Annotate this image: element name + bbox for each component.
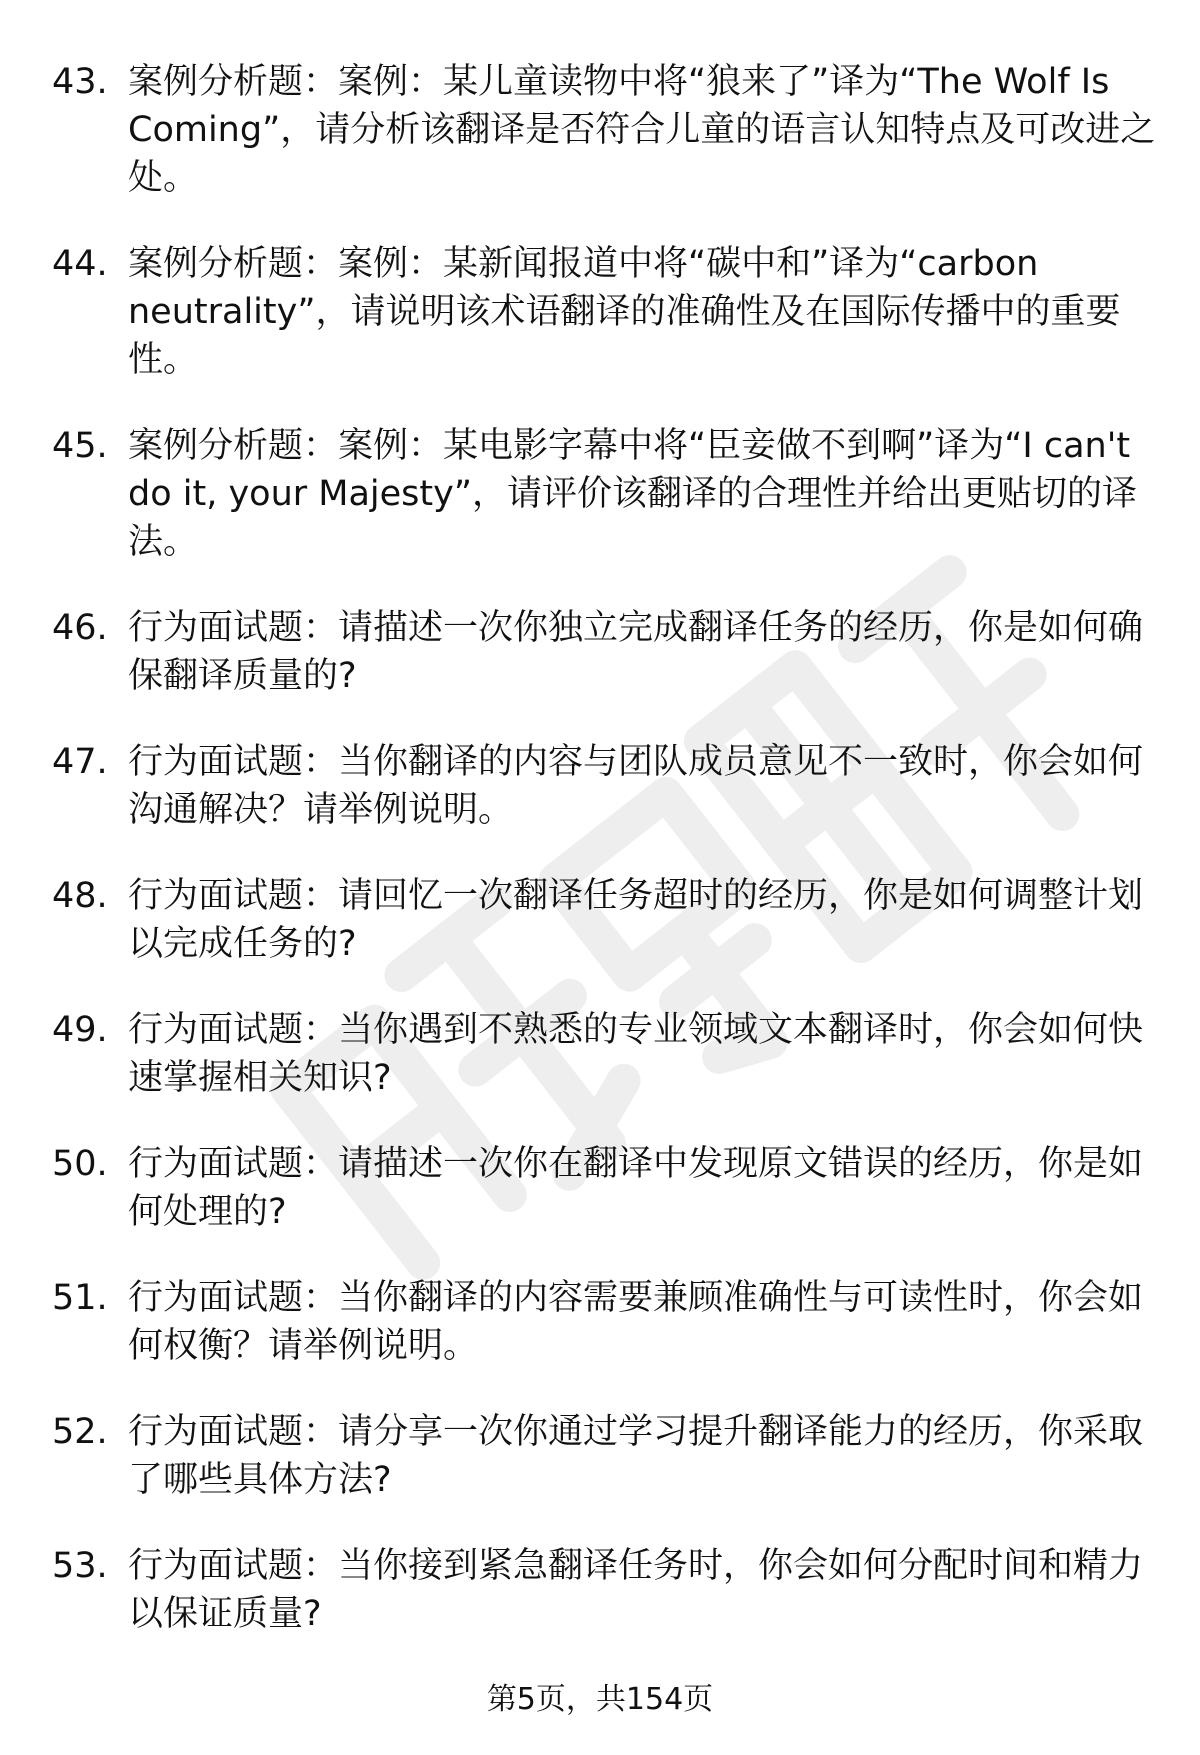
question-text: 行为面试题：请描述一次你在翻译中发现原文错误的经历，你是如何处理的? [128,1144,1144,1232]
list-item [0,1140,1200,1236]
question-number: 46. [52,608,108,648]
question-text: 行为面试题：当你遇到不熟悉的专业领域文本翻译时，你会如何快速掌握相关知识? [128,1010,1144,1098]
question-text: 行为面试题：请回忆一次翻译任务超时的经历，你是如何调整计划以完成任务的? [128,876,1144,964]
question-number: 53. [52,1546,108,1586]
question-number: 45. [52,426,108,466]
question-number: 51. [52,1278,108,1318]
question-text: 行为面试题：请描述一次你独立完成翻译任务的经历，你是如何确保翻译质量的? [128,608,1144,696]
question-text: 案例分析题：案例：某电影字幕中将“臣妾做不到啊”译为“I can't do it, your Majesty”，请评价该翻译的合理性并给出更贴切的译法。 [128,426,1137,562]
list-item [0,1408,1200,1504]
question-text: 行为面试题：当你翻译的内容需要兼顾准确性与可读性时，你会如何权衡？请举例说明。 [128,1278,1144,1366]
question-text: 行为面试题：当你接到紧急翻译任务时，你会如何分配时间和精力以保证质量? [128,1546,1144,1634]
page-number-label: 第5页，共154页 [486,1682,714,1717]
question-number: 48. [52,876,108,916]
list-item [0,422,1200,566]
list-item [0,604,1200,700]
question-number: 43. [52,62,108,102]
question-text: 案例分析题：案例：某新闻报道中将“碳中和”译为“carbon neutrality”，请说明该术语翻译的准确性及在国际传播中的重要性。 [128,244,1121,380]
list-item [0,240,1200,384]
question-text: 行为面试题：当你翻译的内容与团队成员意见不一致时，你会如何沟通解决？请举例说明。 [128,742,1144,830]
question-number: 50. [52,1144,108,1184]
question-number: 44. [52,244,108,284]
question-number: 49. [52,1010,108,1050]
list-item [0,58,1200,202]
question-text: 行为面试题：请分享一次你通过学习提升翻译能力的经历，你采取了哪些具体方法? [128,1412,1144,1500]
list-item [0,1274,1200,1370]
question-number: 47. [52,742,108,782]
question-number: 52. [52,1412,108,1452]
list-item [0,1542,1200,1638]
question-list [0,58,1200,1676]
list-item [0,1006,1200,1102]
list-item [0,738,1200,834]
page-footer [0,1680,1200,1720]
question-text: 案例分析题：案例：某儿童读物中将“狼来了”译为“The Wolf Is Coming”，请分析该翻译是否符合儿童的语言认知特点及可改进之处。 [128,62,1156,198]
list-item [0,872,1200,968]
